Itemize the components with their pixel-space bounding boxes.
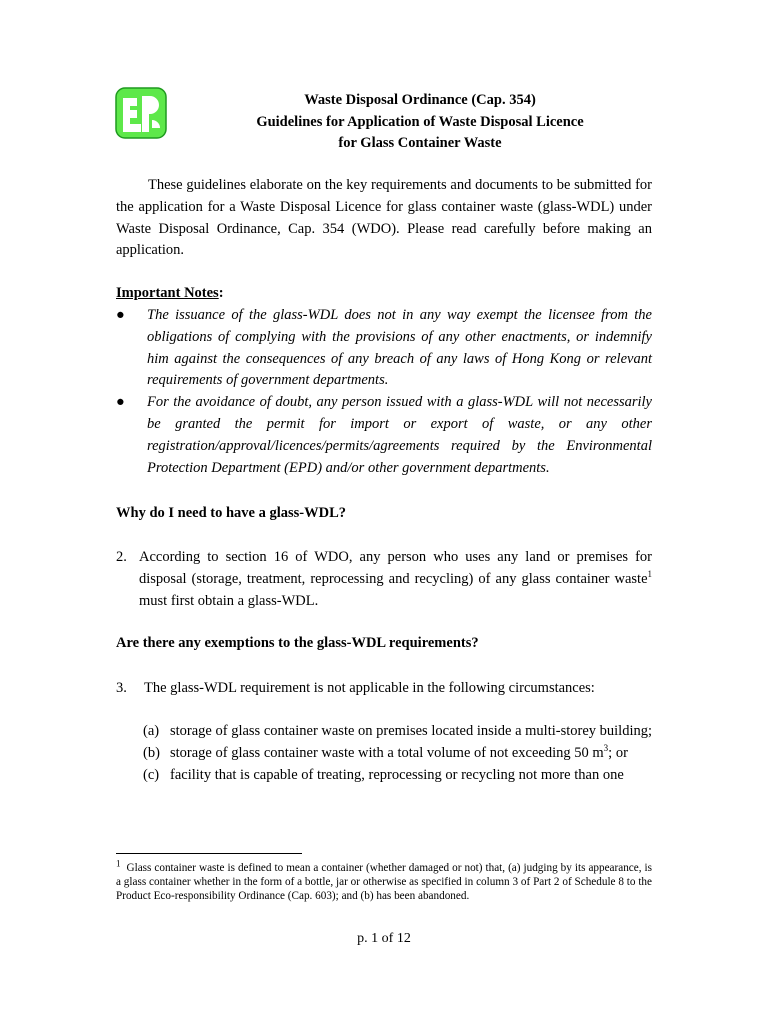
document-title: [170, 90, 670, 155]
epd-logo-icon: [114, 86, 168, 140]
paragraph-2: [116, 547, 652, 612]
note-item: [116, 305, 652, 392]
exemption-item-b: [143, 743, 652, 765]
note-text: For the avoidance of doubt, any person issued with a glass-WDL will not necessarily be granted the permit for import or export of waste, or any other registration/approval/licences/permits/agreements required by the Environmental Protection Department (EPD) and/or other government departments.: [147, 394, 652, 476]
section-heading-why: Why do I need to have a glass-WDL?: [116, 505, 347, 521]
footnote-text: Glass container waste is defined to mean a container (whether damaged or not) that, (a) judging by its appearance, is a glass container whether in the form of a bottle, jar or otherwise as specified in column 3 of Part 2 of Schedule 8 to the Product Eco-responsibility Ordinance (Cap. 603); and (b) has been abandoned.: [116, 862, 653, 902]
paragraph-text-end: must first obtain a glass-WDL.: [139, 592, 319, 609]
exemption-item-c: [143, 765, 652, 787]
footnote-divider: [116, 853, 302, 854]
item-text: storage of glass container waste with a total volume of not exceeding 50 m: [170, 744, 604, 761]
section-heading-exemptions: Are there any exemptions to the glass-WDL requirements?: [116, 635, 479, 651]
item-label: (a): [143, 723, 160, 739]
item-label: (b): [143, 744, 160, 761]
title-line-2: Guidelines for Application of Waste Disposal Licence: [256, 113, 584, 130]
paragraph-body: The glass-WDL requirement is not applicable in the following circumstances:: [144, 680, 595, 696]
exemption-list: [143, 721, 652, 786]
paragraph-body: [116, 547, 652, 612]
note-item: [116, 392, 652, 479]
item-text: storage of glass container waste on premises located inside a multi-storey building;: [170, 723, 653, 739]
note-text: The issuance of the glass-WDL does not in any way exempt the licensee from the obligations of complying with the provisions of any other enactments, or indemnify him against the consequences of any breach of any laws of Hong Kong or relevant requirements of government departments.: [147, 307, 652, 389]
title-line-1: Waste Disposal Ordinance (Cap. 354): [304, 92, 536, 108]
paragraph-number: 2.: [116, 549, 127, 565]
item-label: (c): [143, 766, 160, 783]
paragraph-number: 3.: [116, 680, 127, 696]
important-notes-colon: :: [218, 285, 224, 301]
bullet-icon: ●: [116, 394, 125, 411]
title-line-3: for Glass Container Waste: [338, 135, 502, 151]
intro-paragraph: These guidelines elaborate on the key requirements and documents to be submitted for the application for a Waste Disposal Licence for glass container waste (glass-WDL) under Waste Disposal Ordinance, Cap. 354 (WDO). Please read carefully before making an application.: [116, 177, 652, 259]
important-notes-list: [116, 305, 652, 479]
bullet-icon: ●: [116, 307, 125, 323]
footnote-reference[interactable]: 1: [647, 568, 652, 579]
paragraph-3: [116, 678, 652, 700]
important-notes-heading: [116, 285, 224, 302]
footnote-number: 1: [116, 858, 121, 869]
item-text: facility that is capable of treating, reprocessing or recycling not more than one: [170, 766, 624, 783]
item-text-end: ; or: [608, 744, 628, 761]
superscript-3: 3: [603, 742, 609, 753]
paragraph-text: According to section 16 of WDO, any person who uses any land or premises for disposal (storage, treatment, reprocessing and recycling) of any glass container waste: [139, 549, 652, 587]
important-notes-label: Important Notes: [116, 285, 219, 301]
exemption-item-a: [143, 721, 652, 743]
page-number: p. 1 of 12: [357, 931, 411, 946]
footnote: [116, 858, 653, 903]
